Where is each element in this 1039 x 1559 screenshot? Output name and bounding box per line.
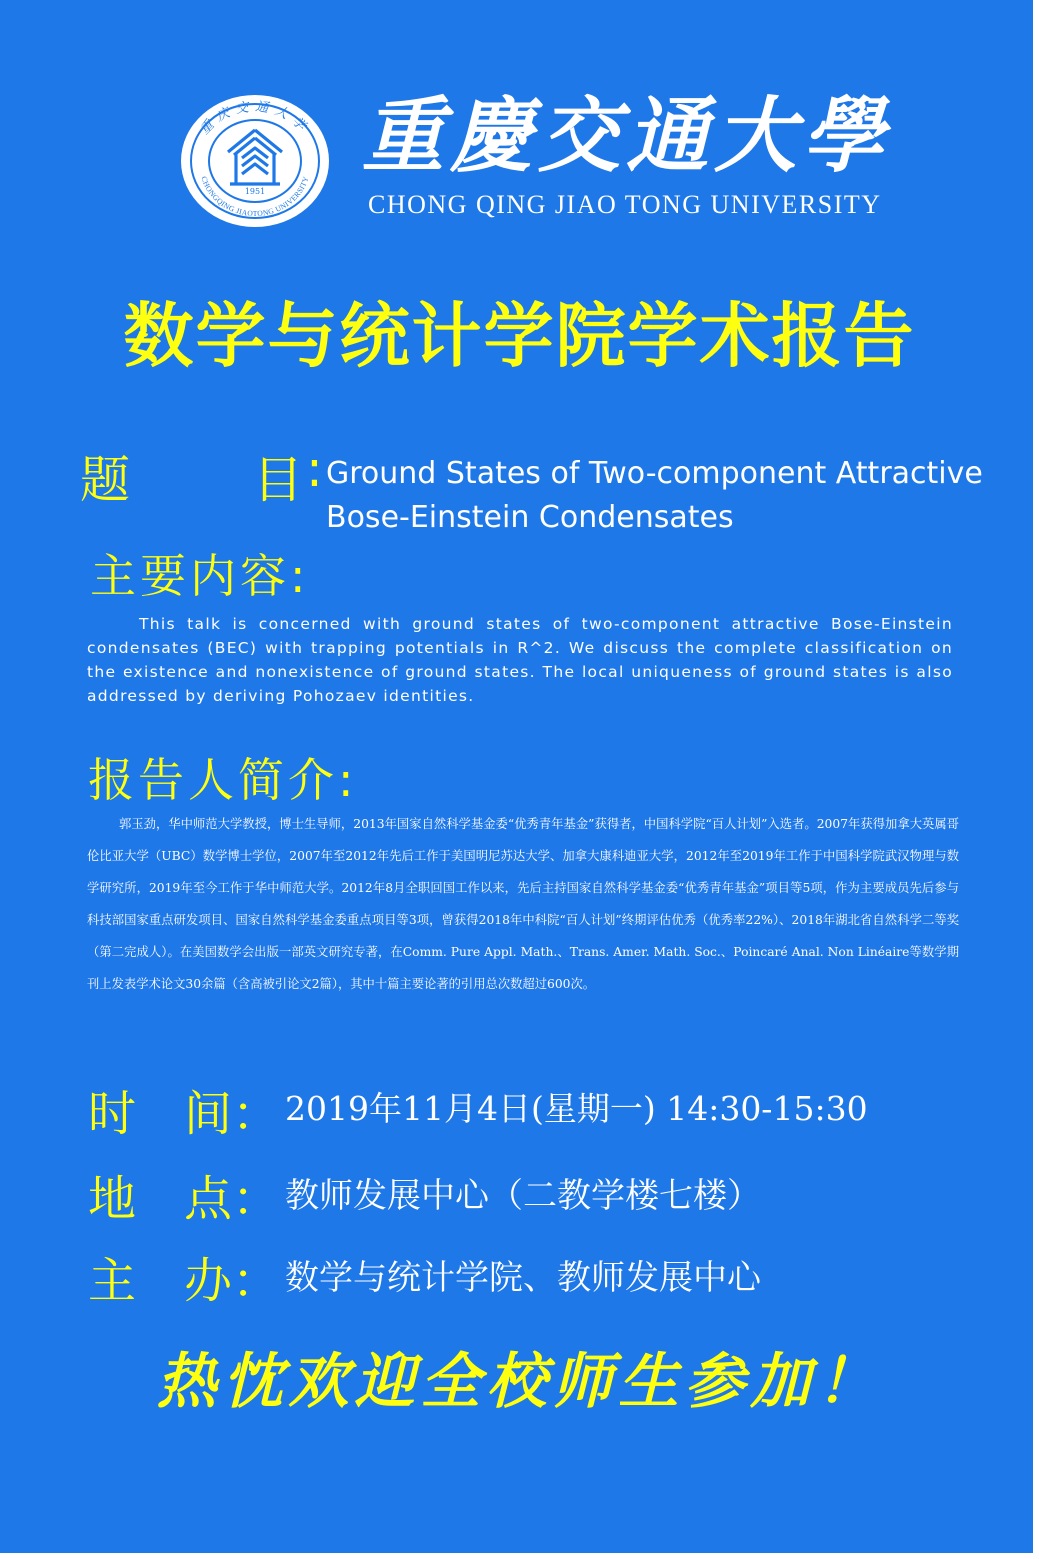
topic-label-first: 题 [80,451,130,509]
topic-label-second: 目 [253,451,303,509]
talk-title-line-2: Bose-Einstein Condensates [326,500,734,535]
university-seal-icon [178,92,332,230]
time-label: 时 间： [88,1086,281,1142]
place-value: 教师发展中心（二教学楼七楼） [285,1176,761,1216]
place-label: 地 点： [88,1171,281,1227]
host-value: 数学与统计学院、教师发展中心 [285,1258,761,1298]
speaker-heading: 报告人简介: [88,753,358,807]
speaker-bio: 郭玉劲，华中师范大学教授，博士生导师，2013年国家自然科学基金委“优秀青年基金”获得者，中国科学院“百人计划”入选者。2007年获得加拿大英属哥伦比亚大学（UBC）数学博士学位，2007年至2012年先后工作于美国明尼苏达大学、加拿大康科迪亚大学，2012年至2019年工作于中国科学院武汉物理与数学研究所，2019年至今工作于华中师范大学。2012年8月全职回国工作以来，先后主持国家自然科学基金委“优秀青年基金”项目等5项，作为主要成员先后参与科技部国家重点研发项目、国家自然科学基金委重点项目等3项，曾获得2018年中科院“百人计划”终期评估优秀（优秀率22%）、2018年湖北省自然科学二等奖（第二完成人）。在美国数学会出版一部英文研究专著，在Comm. Pure Appl. Math.、Trans. Amer. Math. Soc.、Poincaré Anal. Non Linéaire等数学期刊上发表学术论文30余篇（含高被引论文2篇），其中十篇主要论著的引用总次数超过600次。 [87,817,959,991]
talk-title [326,452,983,540]
seal-text-cn: 重庆交通大学 [197,99,313,138]
topic-label-colon: : [306,440,323,498]
welcome-message: 热忱欢迎全校师生参加！ [156,1347,883,1417]
seal-year: 1951 [244,187,266,196]
talk-title-line-1: Ground States of Two-component Attractive [326,456,983,491]
content-heading: 主要内容: [90,549,310,603]
university-name-en: CHONG QING JIAO TONG UNIVERSITY [368,190,882,219]
time-value: 2019年11月4日(星期一) 14:30-15:30 [285,1089,868,1128]
poster-title: 数学与统计学院学术报告 [123,295,916,377]
abstract-text: This talk is concerned with ground states of two-component attractive Bose-Einstein condensates (BEC) with trapping potentials in R^2. We discuss the complete classification on the existence and nonexistence of ground states. The local uniqueness of ground states is also addressed by deriving Pohozaev identities. [87,615,953,705]
university-name-cn: 重慶交通大學 [362,88,890,184]
host-label: 主 办： [88,1253,281,1309]
seal-text-en: CHONGQING JIAOTONG UNIVERSITY [199,175,311,219]
